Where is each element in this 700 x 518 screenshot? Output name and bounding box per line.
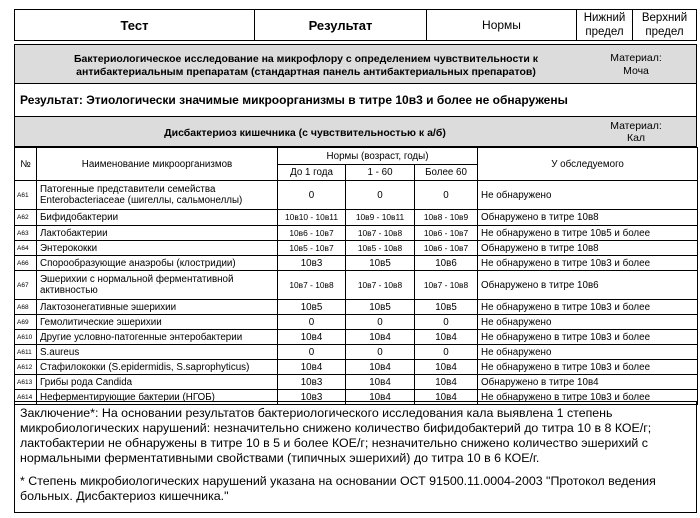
row-result: Обнаружено в титре 10в8 [478, 241, 698, 256]
header-test: Тест [15, 10, 255, 41]
row-norm-1-60: 10в4 [346, 330, 415, 345]
row-norm-over60: 10в6 - 10в7 [415, 226, 478, 241]
header-result: Результат [255, 10, 427, 41]
conclusion-footnote [20, 474, 692, 504]
table-row [15, 256, 698, 271]
row-name-l1: Лактобактерии [40, 227, 108, 239]
row-name-l1: Спорообразующие анаэробы (клостридии) [40, 257, 236, 269]
table-row [15, 181, 698, 210]
header-upper-l1: Верхний [641, 12, 688, 24]
row-code: А610 [15, 330, 37, 345]
row-norm-1-60: 10в7 - 10в8 [346, 226, 415, 241]
row-norm-under1: 10в6 - 10в7 [278, 226, 346, 241]
study-material [591, 52, 681, 78]
row-name-l1: Другие условно-патогенные энтеробактерии [40, 331, 243, 343]
row-result: Обнаружено в титре 10в8 [478, 210, 698, 226]
table-row [15, 330, 698, 345]
table-row [15, 226, 698, 241]
header-lower-l1: Нижний [583, 12, 626, 24]
row-norm-1-60: 0 [346, 345, 415, 360]
table-row [15, 375, 698, 390]
row-norm-under1: 10в4 [278, 360, 346, 375]
row-name [37, 271, 278, 300]
conclusion-l1: Заключение*: На основании результатов бактериологического исследования кала выявлена 1 степень [20, 406, 613, 420]
header-lower-l2: предел [585, 26, 624, 38]
row-code: А66 [15, 256, 37, 271]
dysbacteriosis-material-value: Кал [626, 132, 646, 144]
study-title-l2: антибактериальным препаратам (стандартная панель антибактериальных препаратов) [76, 66, 536, 78]
row-name-l1: Патогенные представители семейства [40, 184, 216, 195]
row-norm-under1: 10в3 [278, 390, 346, 405]
row-result: Не обнаружено в титре 10в3 и более [478, 360, 698, 375]
result-row [14, 84, 697, 117]
row-result: Не обнаружено [478, 345, 698, 360]
row-norm-1-60: 10в4 [346, 360, 415, 375]
col-norms-header: Нормы (возраст, годы) [278, 148, 478, 165]
result-text: Результат: Этиологически значимые микроорганизмы в титре 10в3 и более не обнаружены [20, 93, 568, 107]
row-norm-1-60: 10в9 - 10в11 [346, 210, 415, 226]
row-name-l1: Лактозонегативные эшерихии [40, 301, 177, 313]
row-code: А613 [15, 375, 37, 390]
row-code: А67 [15, 271, 37, 300]
row-norm-over60: 10в4 [415, 375, 478, 390]
row-name [37, 300, 278, 315]
row-name [37, 345, 278, 360]
dysbacteriosis-material [591, 120, 681, 144]
row-norm-under1: 0 [278, 315, 346, 330]
col-age3-header: Более 60 [415, 165, 478, 181]
conclusion-text [20, 406, 692, 466]
row-name-l1: Неферментирующие бактерии (НГОБ) [40, 391, 215, 403]
row-result: Обнаружено в титре 10в4 [478, 375, 698, 390]
row-name [37, 226, 278, 241]
row-code: А61 [15, 181, 37, 210]
row-norm-under1: 10в5 - 10в7 [278, 241, 346, 256]
row-name-l1: Эшерихии с нормальной ферментативной [40, 274, 234, 285]
row-name-l2: Enterobacteriaceae (шигеллы, сальмонеллы) [40, 195, 243, 206]
header-upper-l2: предел [645, 26, 684, 38]
row-norm-1-60: 10в4 [346, 390, 415, 405]
study-title [51, 53, 561, 79]
table-row [15, 271, 698, 300]
dysbacteriosis-material-label: Материал: [610, 120, 662, 132]
row-result: Не обнаружено в титре 10в3 и более [478, 300, 698, 315]
study-title-l1: Бактериологическое исследование на микрофлору с определением чувствительности к [73, 53, 539, 65]
header-upper-limit [633, 10, 697, 41]
row-norm-1-60: 10в7 - 10в8 [346, 271, 415, 300]
row-norm-over60: 10в4 [415, 330, 478, 345]
row-norm-over60: 10в4 [415, 390, 478, 405]
col-name-header: Наименование микроорганизмов [37, 148, 278, 181]
conclusion-l3: лактобактерии не обнаружены в титре 10 в 5 и более КОЕ/г; незначительно снижено количество эшерихий с [20, 436, 648, 450]
row-code: А69 [15, 315, 37, 330]
row-code: А614 [15, 390, 37, 405]
row-norm-1-60: 10в5 - 10в8 [346, 241, 415, 256]
footnote-l1: * Степень микробиологических нарушений указана на основании ОСТ 91500.11.0004-2003 "Протокол ведения [20, 474, 656, 488]
row-norm-under1: 10в3 [278, 256, 346, 271]
row-code: А611 [15, 345, 37, 360]
conclusion-box [14, 401, 697, 513]
row-norm-over60: 10в5 [415, 300, 478, 315]
table-row [15, 315, 698, 330]
row-norm-over60: 10в7 - 10в8 [415, 271, 478, 300]
row-result: Обнаружено в титре 10в6 [478, 271, 698, 300]
row-code: А63 [15, 226, 37, 241]
row-name [37, 330, 278, 345]
row-code: А64 [15, 241, 37, 256]
row-norm-under1: 10в10 - 10в11 [278, 210, 346, 226]
row-norm-under1: 0 [278, 345, 346, 360]
row-norm-over60: 10в8 - 10в9 [415, 210, 478, 226]
table-row [15, 241, 698, 256]
study-material-value: Моча [623, 65, 649, 77]
row-norm-under1: 10в5 [278, 300, 346, 315]
footnote-l2: больных. Дисбактериоз кишечника." [20, 489, 229, 503]
col-patient-header: У обследуемого [478, 148, 698, 181]
row-result: Не обнаружено в титре 10в3 и более [478, 330, 698, 345]
row-name-l1: S.aureus [40, 346, 80, 358]
row-name [37, 181, 278, 210]
row-norm-1-60: 0 [346, 315, 415, 330]
row-name-l1: Бифидобактерии [40, 212, 119, 223]
row-norm-over60: 10в4 [415, 360, 478, 375]
microorganism-table [14, 147, 698, 405]
header-lower-limit [577, 10, 633, 41]
row-name [37, 241, 278, 256]
study-material-label: Материал: [610, 52, 662, 64]
row-name-l1: Гемолитические эшерихии [40, 316, 162, 328]
row-norm-over60: 0 [415, 181, 478, 210]
row-norm-1-60: 10в5 [346, 256, 415, 271]
row-code: А68 [15, 300, 37, 315]
dysbacteriosis-block [14, 117, 697, 147]
row-result: Не обнаружено [478, 315, 698, 330]
study-block [14, 44, 697, 84]
col-num-header: № [15, 148, 37, 181]
table-row [15, 360, 698, 375]
row-norm-1-60: 10в4 [346, 375, 415, 390]
row-name [37, 210, 278, 226]
table-row [15, 345, 698, 360]
row-name [37, 256, 278, 271]
table-row [15, 210, 698, 226]
row-name-l2: активностью [40, 285, 98, 296]
row-name-l1: Грибы рода Candida [40, 376, 133, 388]
row-norm-1-60: 10в5 [346, 300, 415, 315]
dysbacteriosis-title: Дисбактериоз кишечника (с чувствительностью к а/б) [164, 127, 446, 139]
conclusion-l4: нормальными ферментативными свойствами (типичных эшерихий) до титра 10 в 6 КОЕ/г. [20, 451, 540, 465]
row-name-l1: Стафилококки (S.epidermidis, S.saprophyticus) [40, 361, 250, 373]
row-name [37, 375, 278, 390]
row-result: Не обнаружено в титре 10в3 и более [478, 390, 698, 405]
row-result: Не обнаружено в титре 10в3 и более [478, 256, 698, 271]
row-norm-over60: 10в6 [415, 256, 478, 271]
col-age2-header: 1 - 60 [346, 165, 415, 181]
row-norm-over60: 0 [415, 345, 478, 360]
row-name-l1: Энтерококки [40, 242, 98, 254]
row-norm-under1: 10в7 - 10в8 [278, 271, 346, 300]
row-name [37, 360, 278, 375]
row-norm-over60: 10в6 - 10в7 [415, 241, 478, 256]
col-age1-header: До 1 года [278, 165, 346, 181]
row-name [37, 315, 278, 330]
row-norm-under1: 10в4 [278, 330, 346, 345]
report-header-table [14, 9, 697, 41]
row-norm-under1: 10в3 [278, 375, 346, 390]
row-code: А62 [15, 210, 37, 226]
header-norms: Нормы [427, 10, 577, 41]
row-norm-under1: 0 [278, 181, 346, 210]
row-norm-over60: 0 [415, 315, 478, 330]
row-code: А612 [15, 360, 37, 375]
table-row [15, 300, 698, 315]
row-result: Не обнаружено [478, 181, 698, 210]
row-norm-1-60: 0 [346, 181, 415, 210]
row-result: Не обнаружено в титре 10в5 и более [478, 226, 698, 241]
conclusion-l2: микробиологических нарушений: незначительно снижено количество бифидобактерий до титра 10 в 8 КОЕ/г; [20, 421, 652, 435]
